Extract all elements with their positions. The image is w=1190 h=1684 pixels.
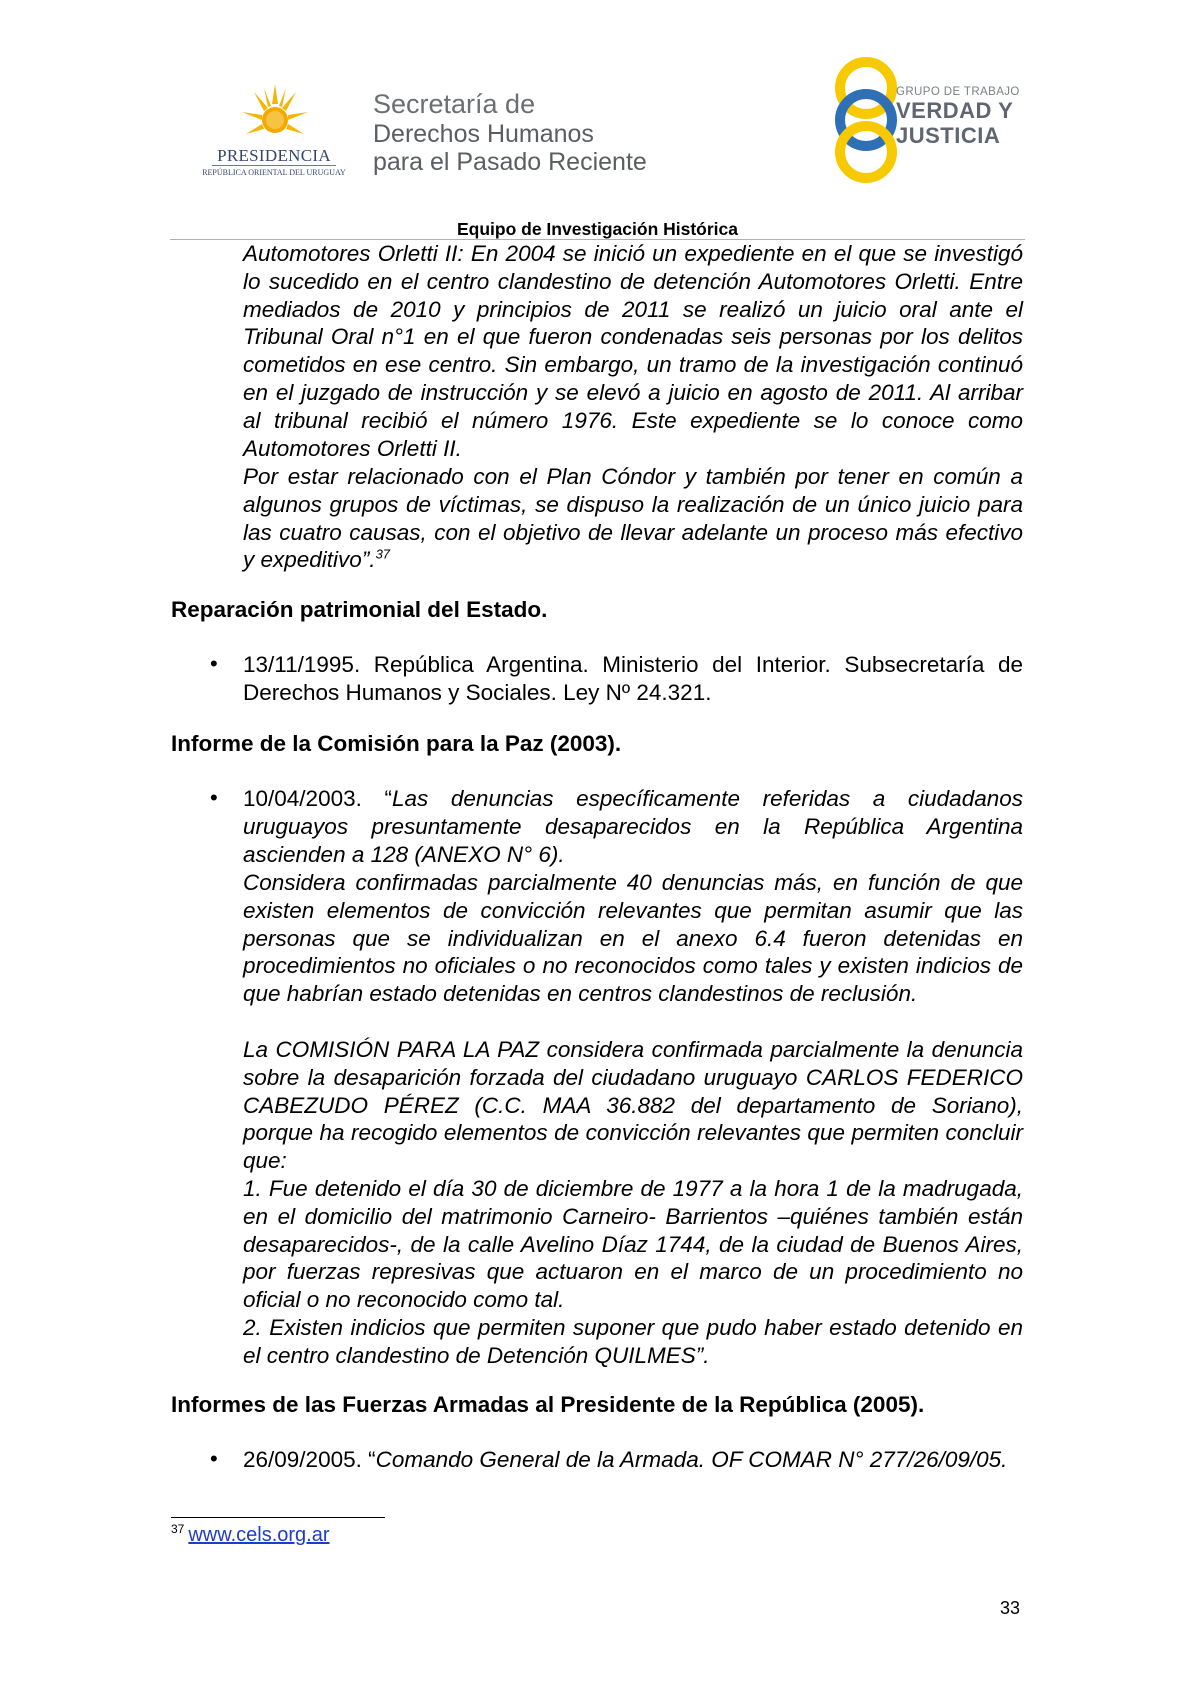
- condor-text: Por estar relacionado con el Plan Cóndor y también por tener en común a algunos grupos de víctimas, se dispuso la realización de un único juicio para las cuatro causas, con el objetivo de llevar adelante un proceso más efectivo y expeditivo”.: [243, 464, 1023, 573]
- page-number: 33: [1000, 1598, 1021, 1618]
- verdad-justicia-wordmark: [896, 86, 1046, 148]
- secretaria-line-3: para el Pasado Reciente: [373, 148, 647, 176]
- gtvj-line-3: JUSTICIA: [896, 123, 1001, 148]
- bullet-dot: •: [210, 651, 218, 676]
- gtvj-line-2: VERDAD Y: [896, 98, 1014, 123]
- footnote-ref: 37: [375, 546, 391, 562]
- presidencia-subtitle: REPÚBLICA ORIENTAL DEL URUGUAY: [202, 168, 346, 177]
- presidencia-logo: [198, 82, 350, 177]
- bullet-2003-text: Las denuncias específicamente referidas a ciudadanos uruguayos presuntamente desaparecidos en la República Argentina ascienden a 128 (ANEXO N° 6).: [243, 786, 1023, 867]
- footnote-link[interactable]: www.cels.org.ar: [188, 1524, 330, 1546]
- sun-emblem-icon: [240, 82, 310, 144]
- gtvj-line-1: GRUPO DE TRABAJO: [896, 86, 1020, 98]
- secretaria-line-2: Derechos Humanos: [373, 120, 594, 148]
- orletti-paragraph: Automotores Orletti II: En 2004 se inició un expediente en el que se investigó lo sucedido en el centro clandestino de detención Automotores Orletti. Entre mediados de 2010 y principios de 2011 se realizó un juicio oral ante el Tribunal Oral n°1 en el que fueron condenadas seis personas por los delitos cometidos en ese centro. Sin embargo, un tramo de la investigación continuó en el juzgado de instrucción y se elevó a juicio en agosto de 2011. Al arribar al tribunal recibió el número 1976. Este expediente se lo conoce como Automotores Orletti II.: [243, 241, 1023, 461]
- bullet-1995: 13/11/1995. República Argentina. Ministerio del Interior. Subsecretaría de Derechos Humanos y Sociales. Ley Nº 24.321.: [243, 652, 1023, 705]
- team-title: Equipo de Investigación Histórica: [456, 219, 739, 239]
- bullet-2005: [243, 1446, 1023, 1474]
- footnote-number: 37: [171, 1522, 185, 1537]
- secretaria-title: [373, 89, 713, 176]
- bullet-2005-date: 26/09/2005. “: [243, 1447, 376, 1472]
- footnote-divider: [171, 1517, 385, 1518]
- considera-paragraph: Considera confirmadas parcialmente 40 denuncias más, en función de que existen elementos de convicción relevantes que permitan asumir que las personas que se individualizan en el anexo 6.4 fueron detenidas en procedimientos no oficiales o no reconocidos como tales y existen indicios de que habrían estado detenidas en centros clandestinos de reclusión.: [243, 870, 1023, 1007]
- condor-paragraph: [243, 463, 1023, 574]
- comision-paragraph: La COMISIÓN PARA LA PAZ considera confirmada parcialmente la denuncia sobre la desaparición forzada del ciudadano uruguayo CARLOS FEDERICO CABEZUDO PÉREZ (C.C. MAA 36.882 del departamento de Soriano), porque ha recogido elementos de convicción relevantes que permiten concluir que:: [243, 1037, 1023, 1174]
- presidencia-divider: [212, 165, 336, 166]
- secretaria-line-1: Secretaría de: [373, 89, 536, 119]
- bullet-dot: •: [210, 785, 218, 810]
- bullet-2003-date: 10/04/2003. “: [243, 786, 392, 811]
- heading-comision: Informe de la Comisión para la Paz (2003).: [171, 731, 622, 756]
- bullet-2003: [243, 785, 1023, 868]
- point-2: 2. Existen indicios que permiten suponer que pudo haber estado detenido en el centro clandestino de Detención QUILMES”.: [243, 1315, 1023, 1368]
- bullet-dot: •: [210, 1446, 218, 1471]
- presidencia-name: PRESIDENCIA: [217, 146, 331, 165]
- heading-ffaa: Informes de las Fuerzas Armadas al Presidente de la República (2005).: [171, 1392, 925, 1417]
- bullet-2005-text: Comando General de la Armada. OF COMAR N° 277/26/09/05.: [375, 1447, 1008, 1472]
- footnote: [171, 1524, 330, 1547]
- point-1: 1. Fue detenido el día 30 de diciembre de 1977 a la hora 1 de la madrugada, en el domicilio del matrimonio Carneiro- Barrientos –quiénes también están desaparecidos-, de la calle Avelino Díaz 1744, de la ciudad de Buenos Aires, por fuerzas represivas que actuaron en el marco de un procedimiento no oficial o no reconocido como tal.: [243, 1176, 1023, 1313]
- heading-reparacion: Reparación patrimonial del Estado.: [171, 597, 548, 622]
